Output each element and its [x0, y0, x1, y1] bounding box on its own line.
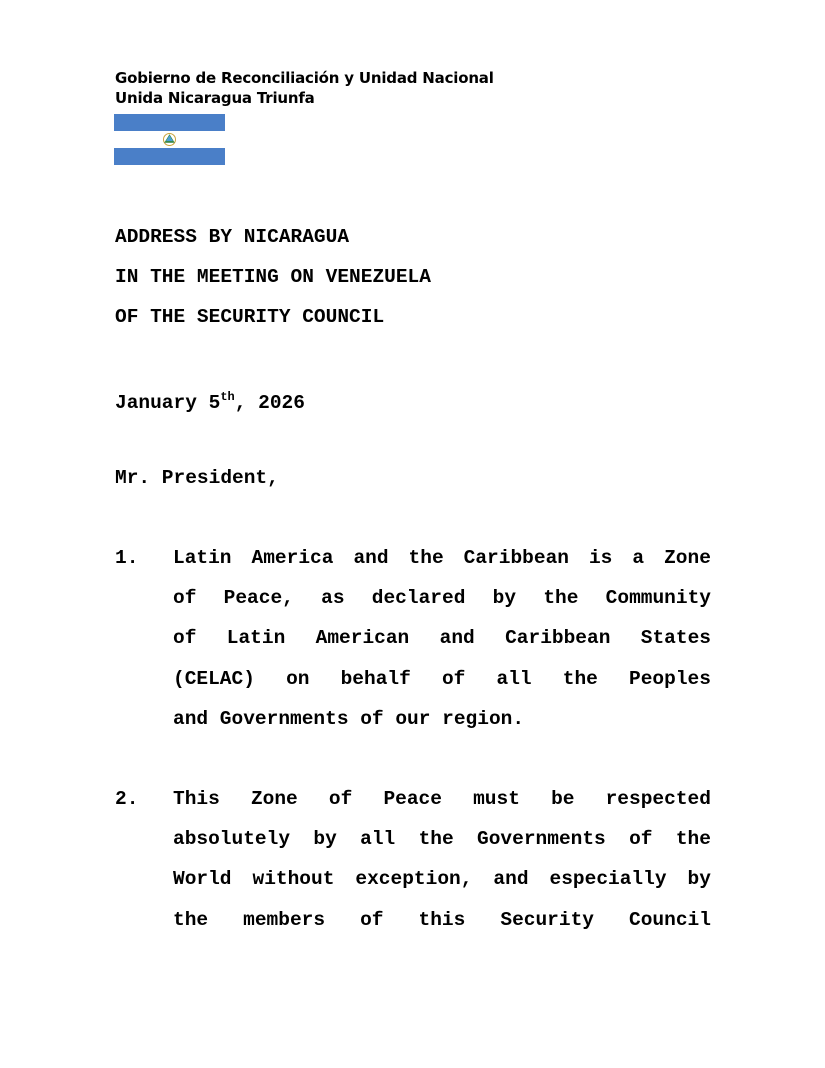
word: Council — [629, 908, 711, 931]
document-title — [115, 217, 431, 337]
word: Security — [500, 908, 594, 931]
paragraph-line — [173, 618, 711, 658]
document-date: January 5th, 2026 — [115, 390, 305, 414]
word: Caribbean — [463, 547, 569, 569]
word: (CELAC) — [173, 667, 255, 690]
word: be — [551, 788, 575, 810]
word: absolutely — [173, 828, 291, 851]
word: all — [496, 667, 532, 690]
word: Peoples — [629, 667, 711, 690]
paragraph-line — [173, 538, 711, 578]
word: of — [173, 587, 197, 610]
nicaragua-flag — [114, 114, 225, 165]
document-header — [115, 68, 494, 108]
word: of — [173, 627, 197, 650]
word: and — [493, 868, 529, 891]
word: States — [640, 627, 711, 650]
word: by — [492, 587, 517, 610]
word: members — [243, 908, 326, 931]
word: exception, — [355, 868, 473, 891]
word: on — [286, 667, 310, 690]
word: the — [418, 828, 454, 851]
government-name: Gobierno de Reconciliación y Unidad Nacional — [115, 69, 494, 87]
word: must — [473, 788, 520, 810]
word: and — [439, 627, 475, 650]
flag-top-stripe — [114, 114, 225, 131]
flag-bottom-stripe — [114, 148, 225, 165]
paragraph-line — [173, 900, 711, 940]
word: respected — [605, 788, 711, 810]
word: without — [252, 868, 335, 891]
government-slogan: Unida Nicaragua Triunfa — [115, 89, 315, 107]
word: Caribbean — [505, 627, 611, 650]
title-line-2: IN THE MEETING ON VENEZUELA — [115, 266, 431, 288]
paragraph-line — [173, 578, 711, 618]
word: Governments — [477, 828, 606, 851]
word: especially — [549, 868, 667, 891]
word: a — [632, 547, 645, 569]
paragraph-line: and Governments of our region. — [173, 707, 525, 730]
word: Latin — [173, 547, 232, 569]
word: is — [588, 547, 613, 569]
word: of — [629, 828, 653, 851]
paragraph-line — [173, 859, 711, 899]
salutation: Mr. President, — [115, 467, 279, 489]
paragraph-line — [173, 819, 711, 859]
word: Peace — [383, 788, 442, 810]
word: Zone — [250, 788, 298, 810]
word: this — [418, 908, 466, 931]
title-line-3: OF THE SECURITY COUNCIL — [115, 306, 385, 328]
paragraph-number: 1. — [115, 547, 139, 569]
word: America — [251, 547, 334, 569]
word: American — [315, 627, 410, 650]
paragraph-line — [173, 659, 711, 699]
word: by — [313, 828, 337, 851]
word: Latin — [226, 627, 286, 650]
word: behalf — [340, 667, 411, 690]
word: of — [328, 788, 353, 810]
word: Zone — [664, 547, 711, 569]
word: the — [543, 587, 579, 610]
word: World — [173, 868, 232, 891]
paragraph-line — [173, 779, 711, 819]
paragraph-number: 2. — [115, 788, 139, 810]
word: declared — [371, 587, 466, 610]
word: as — [321, 587, 345, 610]
word: of — [441, 667, 466, 690]
word: the — [408, 547, 444, 569]
title-line-1: ADDRESS BY NICARAGUA — [115, 226, 350, 248]
word: the — [562, 667, 598, 690]
word: the — [173, 908, 209, 931]
word: all — [360, 828, 396, 851]
word: Community — [605, 587, 711, 610]
word: the — [675, 828, 711, 851]
word: This — [173, 788, 220, 810]
word: and — [353, 547, 389, 569]
word: of — [360, 908, 384, 931]
word: by — [687, 868, 711, 891]
word: Peace, — [223, 587, 294, 610]
